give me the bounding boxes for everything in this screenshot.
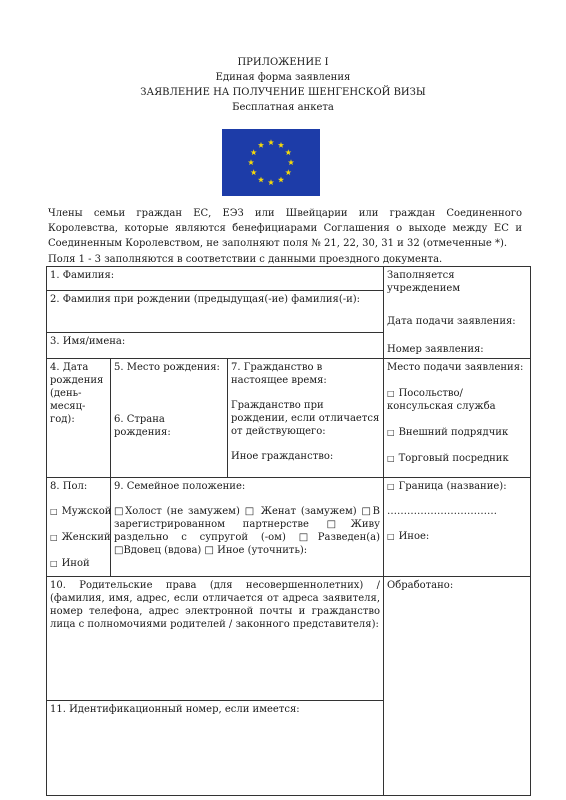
option-male-label: Мужской (61, 506, 112, 517)
border-label: Граница (название): (398, 481, 507, 492)
checkbox-icon: □ (387, 532, 395, 541)
other-option[interactable] (387, 530, 527, 543)
processed-label: Обработано: (387, 580, 454, 591)
checkbox-icon: □ (50, 559, 58, 568)
option-intermediary-label: Торговый посредник (398, 453, 509, 464)
other-label: Иное: (398, 531, 430, 542)
submission-place-label: Место подачи заявления: (387, 362, 524, 373)
form-name: Единая форма заявления (215, 72, 351, 83)
checkbox-icon: □ (387, 454, 395, 463)
border-option[interactable] (387, 480, 527, 493)
field-7-birth-label: Гражданство при рождении, если отличается от действующего: (231, 400, 380, 437)
annex-label: ПРИЛОЖЕНИЕ I (237, 57, 329, 68)
fields-note: Поля 1 - 3 заполняются в соответствии с данными проездного документа. (48, 254, 443, 265)
field-9-label: 9. Семейное положение: (114, 481, 246, 492)
field-11-id-number[interactable] (47, 701, 384, 796)
application-date-label[interactable]: Дата подачи заявления: (387, 316, 516, 327)
field-3-names[interactable] (47, 332, 384, 358)
application-form-table (46, 266, 531, 796)
checkbox-icon: □ (50, 533, 58, 542)
intro-text: Члены семьи граждан ЕС, ЕЭЗ или Швейцарии или граждан Соединенного Королевства, которые являются бенефициарами Соглашения о выходе между ЕС и Соединенным Королевством, не заполняют поля № 21, 22, 30, 31 и 32 (отмеченные *). (48, 208, 522, 249)
field-4-label: 4. Дата рождения (день-месяц-год): (50, 362, 104, 425)
field-7-nationality[interactable] (228, 359, 384, 478)
flag-background (222, 129, 320, 196)
field-3-label: 3. Имя/имена: (50, 335, 126, 347)
option-provider[interactable] (387, 426, 527, 439)
checkbox-icon: □ (387, 428, 395, 437)
processed-cell (384, 577, 531, 796)
border-cell (384, 478, 531, 577)
field-9-options[interactable]: □Холост (не замужем) □ Женат (замужем) □В зарегистрированном партнерстве □Живу раздельно с супругой (-ом) □Разведен(а) □Вдовец (вдова) □ Иное (уточнить): (114, 506, 381, 556)
field-5-label: 5. Место рождения: (114, 362, 220, 373)
field-2-birth-surname[interactable] (47, 290, 384, 332)
option-provider-label: Внешний подрядчик (398, 427, 509, 438)
border-dots: …………………………… (387, 506, 498, 517)
office-use-cell (384, 267, 531, 359)
office-use-header: Заполняется учреждением (387, 270, 461, 294)
field-9-marital-status (111, 478, 384, 577)
option-embassy-label: Посольство/консульская служба (387, 388, 496, 412)
field-7-other-label: Иное гражданство: (231, 451, 334, 462)
field-10-label: 10. Родительские права (для несовершеннолетних) / (фамилия, имя, адрес, если отличается от адреса заявителя, номер телефона, адрес электронной почты и гражданство лица с полномочиями родителей / законного представителя): (50, 580, 381, 630)
field-1-label: 1. Фамилия: (50, 270, 115, 281)
option-other-sex[interactable] (50, 557, 107, 570)
field-7-current-label: 7. Гражданство в настоящее время: (231, 362, 327, 386)
field-4-birth-date[interactable] (47, 359, 111, 478)
field-8-sex (47, 478, 111, 577)
option-embassy[interactable] (387, 387, 527, 413)
option-male[interactable] (50, 505, 112, 518)
option-female-label: Женский (61, 532, 111, 543)
option-female[interactable] (50, 531, 111, 544)
checkbox-icon: □ (387, 482, 395, 491)
checkbox-icon: □ (387, 389, 395, 398)
page-title: ЗАЯВЛЕНИЕ НА ПОЛУЧЕНИЕ ШЕНГЕНСКОЙ ВИЗЫ (140, 87, 426, 98)
option-other-sex-label: Иной (61, 558, 90, 569)
field-10-parental-authority[interactable] (47, 577, 384, 701)
free-form-note: Бесплатная анкета (232, 102, 334, 113)
field-1-surname[interactable] (47, 267, 384, 291)
field-6-label: 6. Страна рождения: (114, 414, 171, 438)
checkbox-icon: □ (50, 507, 58, 516)
application-number-label[interactable]: Номер заявления: (387, 344, 484, 355)
submission-place-cell (384, 359, 531, 478)
field-8-label: 8. Пол: (50, 481, 88, 492)
field-2-label: 2. Фамилия при рождении (предыдущая(-ие) фамилия(-и): (50, 293, 361, 305)
eu-flag (222, 129, 320, 196)
eu-flag-stars (222, 129, 320, 196)
option-intermediary[interactable] (387, 452, 527, 465)
field-11-label: 11. Идентификационный номер, если имеется: (50, 704, 300, 715)
field-5-6-birth-place[interactable] (111, 359, 228, 478)
